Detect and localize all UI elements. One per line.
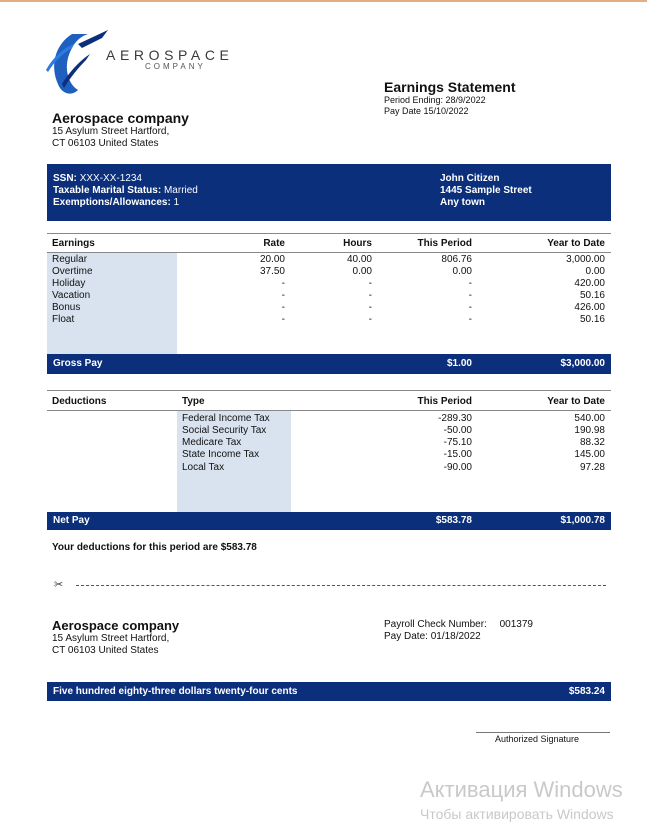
earning-ytd: 0.00 xyxy=(585,266,605,277)
marital-status-value: Married xyxy=(163,185,198,196)
logo-wordmark: AEROSPACE xyxy=(106,47,234,63)
ssn-line xyxy=(53,173,142,185)
earning-period: - xyxy=(468,314,472,325)
top-border-line xyxy=(0,0,647,2)
earning-period: 806.76 xyxy=(441,254,472,265)
signature-line xyxy=(476,732,610,733)
swoosh-logo-icon xyxy=(42,26,112,98)
check-address-line2: CT 06103 United States xyxy=(52,645,159,656)
employee-info-band xyxy=(47,164,611,221)
earning-name: Regular xyxy=(52,254,88,265)
net-pay-band xyxy=(47,512,611,530)
deductions-header: Deductions xyxy=(52,396,107,407)
earning-hours: - xyxy=(368,302,372,313)
statement-title: Earnings Statement xyxy=(384,79,516,95)
hours-header: Hours xyxy=(343,238,372,249)
earning-hours: - xyxy=(368,290,372,301)
earning-ytd: 426.00 xyxy=(574,302,605,313)
deduction-type: Medicare Tax xyxy=(182,437,242,448)
employee-street: 1445 Sample Street xyxy=(440,185,532,196)
exemptions-label: Exemptions/Allowances: xyxy=(53,197,171,208)
earning-name: Float xyxy=(52,314,75,325)
employee-name: John Citizen xyxy=(440,173,500,184)
deductions-ytd-header: Year to Date xyxy=(547,396,605,407)
earnings-top-rule xyxy=(47,233,611,234)
net-pay-period: $583.78 xyxy=(435,515,472,526)
amount-band xyxy=(47,682,611,701)
deductions-this-period-header: This Period xyxy=(417,396,472,407)
check-company-name: Aerospace company xyxy=(52,618,180,633)
period-ending: Period Ending: 28/9/2022 xyxy=(384,95,486,105)
check-number-line xyxy=(384,619,533,631)
earning-ytd: 50.16 xyxy=(579,314,605,325)
earning-period: - xyxy=(468,302,472,313)
marital-status-label: Taxable Marital Status: xyxy=(53,185,162,196)
exemptions-value: 1 xyxy=(173,197,180,208)
deductions-summary: Your deductions for this period are $583.78 xyxy=(52,542,257,553)
check-number-value: 001379 xyxy=(499,619,533,630)
deduction-ytd: 145.00 xyxy=(574,449,605,460)
deduction-period: -75.10 xyxy=(443,437,472,448)
employee-city: Any town xyxy=(440,197,485,208)
type-header: Type xyxy=(182,396,205,407)
earning-ytd: 420.00 xyxy=(574,278,605,289)
deduction-period: -50.00 xyxy=(443,425,472,436)
deduction-ytd: 540.00 xyxy=(574,413,605,424)
earning-rate: - xyxy=(281,290,285,301)
deduction-type: Federal Income Tax xyxy=(182,413,270,424)
this-period-header: This Period xyxy=(417,238,472,249)
company-address-line1: 15 Asylum Street Hartford, xyxy=(52,126,170,137)
check-pay-date: Pay Date: 01/18/2022 xyxy=(384,631,481,642)
earning-name: Overtime xyxy=(52,266,93,277)
deduction-period: -90.00 xyxy=(443,462,472,473)
marital-status-line xyxy=(53,185,198,197)
rate-header: Rate xyxy=(263,238,285,249)
earning-name: Vacation xyxy=(52,290,91,301)
deduction-type: State Income Tax xyxy=(182,449,260,460)
earning-period: - xyxy=(468,278,472,289)
earning-hours: 0.00 xyxy=(352,266,372,277)
gross-pay-band xyxy=(47,354,611,374)
earning-ytd: 3,000.00 xyxy=(566,254,605,265)
signature-label: Authorized Signature xyxy=(495,734,580,744)
exemptions-line xyxy=(53,197,179,209)
earning-rate: - xyxy=(281,314,285,325)
earning-ytd: 50.16 xyxy=(579,290,605,301)
earning-period: 0.00 xyxy=(452,266,472,277)
net-pay-ytd: $1,000.78 xyxy=(560,515,605,526)
deduction-ytd: 97.28 xyxy=(579,462,605,473)
earning-rate: 20.00 xyxy=(259,254,285,265)
company-logo xyxy=(42,26,262,98)
deduction-period: -289.30 xyxy=(438,413,472,424)
ytd-header: Year to Date xyxy=(547,238,605,249)
cut-line xyxy=(76,585,606,586)
earning-hours: - xyxy=(368,278,372,289)
windows-watermark-subtitle: Чтобы активировать Windows xyxy=(420,806,614,822)
earning-hours: - xyxy=(368,314,372,325)
earning-period: - xyxy=(468,290,472,301)
company-name: Aerospace company xyxy=(52,110,189,126)
earning-name: Holiday xyxy=(52,278,86,289)
deduction-ytd: 190.98 xyxy=(574,425,605,436)
earning-hours: 40.00 xyxy=(346,254,372,265)
gross-pay-ytd: $3,000.00 xyxy=(560,358,605,369)
scissors-icon: ✂ xyxy=(54,579,64,591)
earning-rate: - xyxy=(281,278,285,289)
deduction-period: -15.00 xyxy=(443,449,472,460)
deductions-top-rule xyxy=(47,390,611,391)
amount-in-words: Five hundred eighty-three dollars twenty-four cents xyxy=(53,686,298,697)
deduction-type: Social Security Tax xyxy=(182,425,267,436)
earning-name: Bonus xyxy=(52,302,81,313)
ssn-label: SSN: xyxy=(53,173,77,184)
check-number-label: Payroll Check Number: xyxy=(384,619,487,630)
check-amount: $583.24 xyxy=(568,686,605,697)
deduction-ytd: 88.32 xyxy=(579,437,605,448)
check-address-line1: 15 Asylum Street Hartford, xyxy=(52,633,170,644)
ssn-value: XXX-XX-1234 xyxy=(79,173,142,184)
gross-pay-label: Gross Pay xyxy=(53,358,103,369)
deduction-type: Local Tax xyxy=(182,462,225,473)
deductions-header-rule xyxy=(47,410,611,411)
earning-rate: 37.50 xyxy=(259,266,285,277)
statement-pay-date: Pay Date 15/10/2022 xyxy=(384,106,469,116)
company-address-line2: CT 06103 United States xyxy=(52,138,159,149)
logo-subtext: COMPANY xyxy=(145,62,206,71)
earnings-header: Earnings xyxy=(52,238,95,249)
gross-pay-period: $1.00 xyxy=(446,358,472,369)
windows-watermark-title: Активация Windows xyxy=(420,777,623,802)
earning-rate: - xyxy=(281,302,285,313)
net-pay-label: Net Pay xyxy=(53,515,90,526)
